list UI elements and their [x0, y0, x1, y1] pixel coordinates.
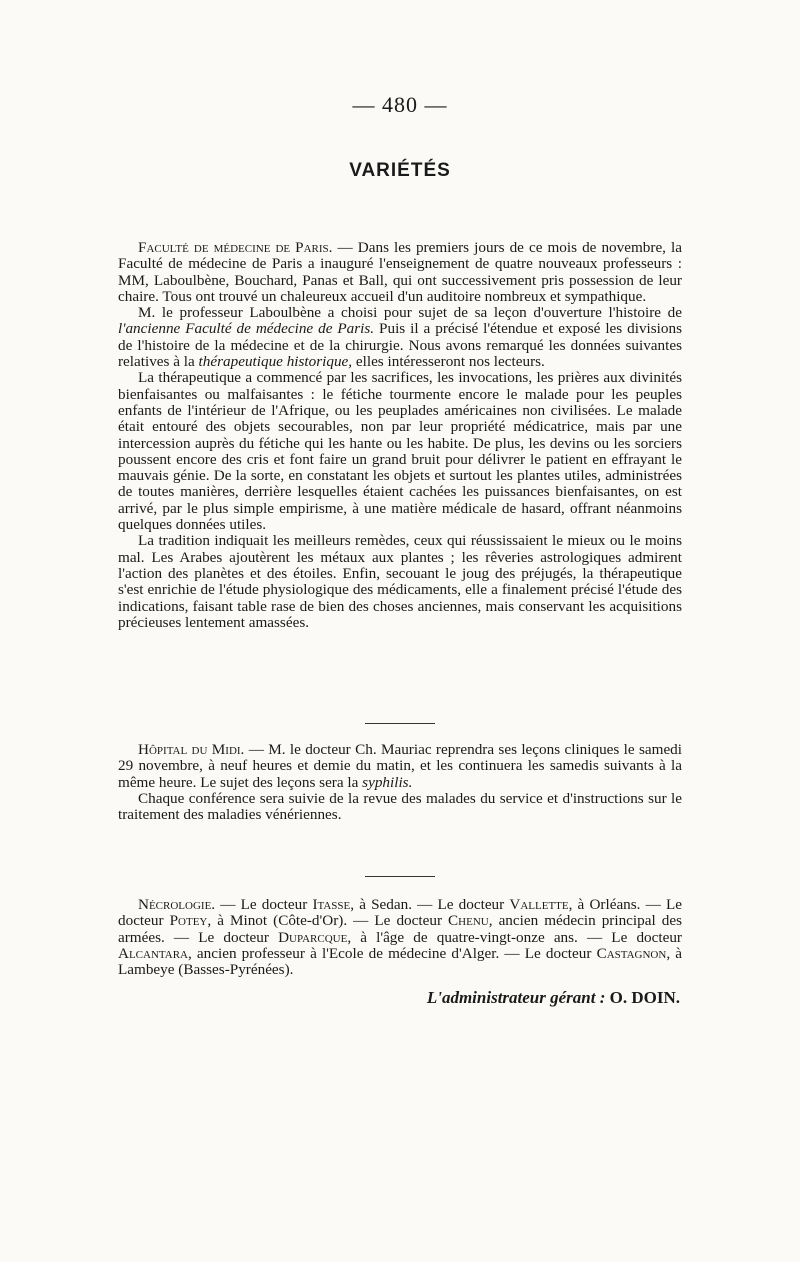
faculte-article	[118, 240, 682, 631]
hopital-paragraph-1	[118, 742, 682, 791]
page-number: — 480 —	[352, 92, 448, 117]
necrologie-name: Vallette	[509, 896, 569, 913]
necrologie-paragraph	[118, 897, 682, 978]
signature	[340, 988, 680, 1008]
necrologie-name: Castagnon	[596, 944, 667, 962]
faculte-p2-text-a: M. le professeur Laboulbène a choisi pour sujet de sa leçon d'ouverture l'histoire de	[138, 304, 682, 322]
section-divider	[365, 723, 435, 724]
faculte-p2-text-c: elles intéresseront nos lecteurs.	[352, 353, 545, 371]
faculte-p2-italic: l'ancienne Faculté de médecine de Paris.	[118, 320, 375, 338]
hopital-article	[118, 742, 682, 823]
signature-name: O. DOIN.	[605, 988, 680, 1007]
necrologie-text: , ancien médecin principal des armées. — Le docteur	[118, 912, 682, 946]
faculte-paragraph-4: La tradition indiquait les meilleurs remèdes, ceux qui réussissaient le mieux ou le moins mal. Les Arabes ajoutèrent les métaux aux plantes ; les rêveries astrologiques admirent l'action des planètes et des étoiles. Enfin, secouant le joug des préjugés, la thérapeutique s'est enrichie de l'étude physiologique des médicaments, elle a finalement précisé l'étude des indications, faisant table rase de bien des choses anciennes, mais conservant les acquisitions précieuses lentement amassées.	[118, 532, 682, 631]
faculte-paragraph-3: La thérapeutique a commencé par les sacrifices, les invocations, les prières aux divinités bienfaisantes ou malfaisantes : le fétiche tourmente encore le malade pour les peuples enfants de l'intérieur de l'Afrique, ou les peuplades américaines non civilisées. Le malade était entouré des objets secourables, non par leur propriété médicatrice, mais par une intercession auprès du fétiche qui les hante ou les habite. De plus, les devins ou les sorciers poussent encore des cris et font faire un grand bruit pour délivrer le patient en effrayant le mauvais génie. De la sorte, en constatant les objets et surtout les plantes utiles, administrées de toutes manières, derrière lesquelles étaient cachées les puissances bienfaisantes, on est arrivé, par le plus simple empirisme, à une matière médicale de hasard, offrant néanmoins quelques données utiles.	[118, 369, 682, 534]
hopital-heading: Hôpital du Midi.	[138, 741, 245, 758]
necrologie-text: , à Sedan. — Le docteur	[350, 896, 510, 913]
hopital-paragraph-2: Chaque conférence sera suivie de la revue des malades du service et d'instructions sur le traitement des maladies vénériennes.	[118, 789, 682, 824]
necrologie-text: , ancien professeur à l'Ecole de médecine d'Alger. — Le docteur	[187, 944, 597, 962]
necrologie-name: Alcantara	[118, 944, 188, 962]
faculte-p2-text-b: Puis il a précisé l'étendue et exposé les divisions de l'histoire de la médecine et de la chirurgie. Nous avons remarqué les données suivantes relatives à la	[118, 320, 682, 371]
hopital-p1-italic: syphilis.	[362, 773, 413, 791]
necrologie-heading: Nécrologie.	[138, 896, 216, 913]
faculte-paragraph-2	[118, 305, 682, 370]
signature-role: L'administrateur gérant :	[426, 988, 606, 1007]
section-divider	[365, 876, 435, 877]
faculte-paragraph-1	[118, 240, 682, 305]
necrologie-text: — Le docteur	[215, 896, 313, 913]
faculte-p1-text: — Dans les premiers jours de ce mois de novembre, la Faculté de médecine de Paris a inauguré l'enseignement de quatre nouveaux professeurs : MM, Laboulbène, Bouchard, Panas et Ball, qui ont successivement pris possession de leur chaire. Tous ont trouvé un chaleureux accueil d'un auditoire nombreux et sympathique.	[118, 239, 682, 305]
necrologie-text: , à l'âge de quatre-vingt-onze ans. — Le docteur	[347, 928, 682, 946]
necrologie-text: , à Minot (Côte-d'Or). — Le docteur	[207, 912, 449, 930]
faculte-heading: Faculté de médecine de Paris.	[138, 239, 333, 256]
section-title: VARIÉTÉS	[349, 160, 451, 181]
necrologie-article	[118, 897, 682, 978]
necrologie-name: Duparcque	[278, 928, 348, 946]
hopital-p1-text: — M. le docteur Ch. Mauriac reprendra ses leçons cliniques le samedi 29 novembre, à neuf heures et demie du matin, et les continuera les samedis suivants à la même heure. Le sujet des leçons sera la	[118, 741, 682, 791]
necrologie-name: Itasse	[312, 896, 351, 913]
faculte-p2-italic-2: thérapeutique historique,	[198, 353, 353, 371]
necrologie-name: Potey	[169, 912, 208, 930]
necrologie-name: Chenu	[448, 912, 489, 930]
necrologie-text: , à Orléans. — Le docteur	[118, 896, 682, 930]
necrologie-text: , à Lambeye (Basses-Pyrénées).	[118, 944, 682, 979]
